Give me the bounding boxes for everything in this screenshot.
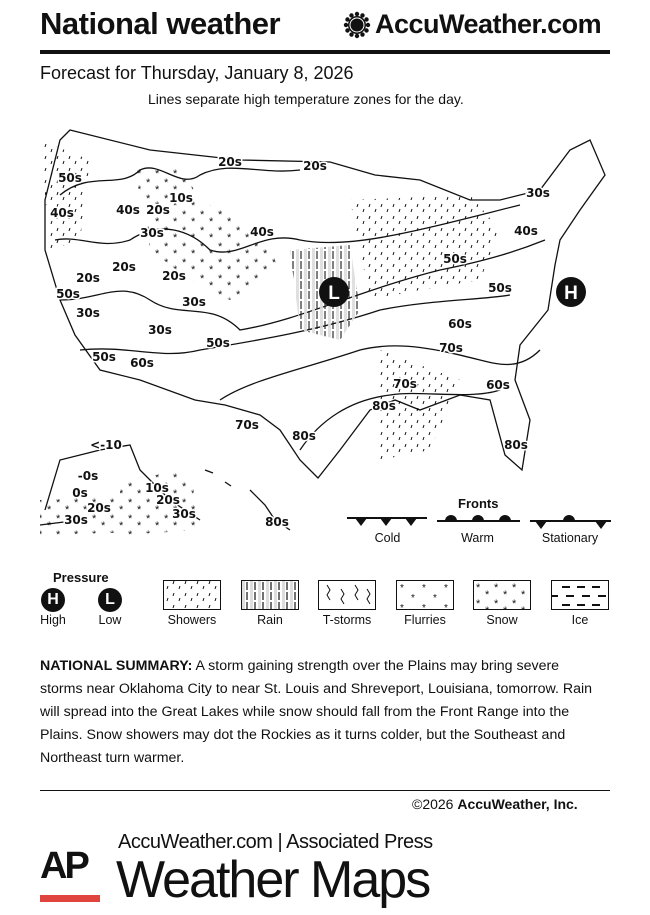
- legend-ice: Ice: [571, 613, 589, 627]
- temperature-label: 20s: [112, 260, 136, 274]
- tstorms-swatch: [318, 580, 376, 610]
- temperature-label: 40s: [514, 224, 538, 238]
- pressure-title: Pressure: [53, 570, 109, 585]
- temperature-label: 80s: [265, 515, 289, 529]
- temperature-label: 40s: [116, 203, 140, 217]
- cold-front-symbol: [347, 518, 427, 526]
- temperature-label: 70s: [235, 418, 259, 432]
- svg-text:*: *: [400, 603, 404, 610]
- rain-swatch: [241, 580, 299, 610]
- high-pressure-symbol: [556, 277, 586, 307]
- brand-text: AccuWeather.com: [375, 9, 602, 39]
- temperature-label: 50s: [92, 350, 116, 364]
- showers-swatch: [163, 580, 221, 610]
- temperature-label: 30s: [76, 306, 100, 320]
- temperature-label: 80s: [504, 438, 528, 452]
- temperature-label: 50s: [56, 287, 80, 301]
- ap-logo-bar: [40, 895, 100, 902]
- svg-text:*: *: [444, 603, 448, 610]
- temperature-label: 60s: [448, 317, 472, 331]
- temperature-label: 80s: [372, 399, 396, 413]
- temperature-label: 30s: [172, 507, 196, 521]
- svg-text:*: *: [422, 583, 426, 594]
- showers-area: [40, 140, 500, 460]
- temperature-label: -0s: [77, 469, 99, 483]
- low-pressure-symbol: [319, 277, 349, 307]
- temperature-label: 60s: [130, 356, 154, 370]
- legend-cold: Cold: [374, 531, 401, 545]
- legend-tstorms: T-storms: [322, 613, 372, 627]
- summary-label: NATIONAL SUMMARY:: [40, 658, 193, 674]
- temperature-label: 0s: [72, 486, 88, 500]
- temperature-label: 20s: [76, 271, 100, 285]
- legend-flurries: Flurries: [404, 613, 446, 627]
- header-rule: [40, 50, 610, 54]
- footer-product: Weather Maps: [116, 851, 430, 909]
- svg-text:L: L: [328, 283, 340, 304]
- temperature-label: 30s: [140, 226, 164, 240]
- temperature-label: 20s: [218, 155, 242, 169]
- temperature-label: 20s: [303, 159, 327, 173]
- temperature-label: 40s: [250, 225, 274, 239]
- flurries-swatch: [396, 580, 454, 610]
- legend-low: Low: [98, 613, 122, 627]
- legend-showers: Showers: [167, 613, 217, 627]
- legend-rain: Rain: [257, 613, 283, 627]
- fronts-title: Fronts: [458, 496, 499, 511]
- temperature-label: 60s: [486, 378, 510, 392]
- temperature-label: 30s: [526, 186, 550, 200]
- temperature-label: 50s: [206, 336, 230, 350]
- temperature-label: <-10: [90, 438, 122, 452]
- svg-text:*: *: [433, 593, 437, 604]
- warm-front-symbol: [437, 515, 520, 521]
- temperature-label: 50s: [443, 252, 467, 266]
- temperature-label: 50s: [58, 171, 82, 185]
- temperature-label: 20s: [146, 203, 170, 217]
- low-pressure-icon: L: [98, 588, 122, 612]
- legend-stationary: Stationary: [541, 531, 599, 545]
- temperature-label: 50s: [488, 281, 512, 295]
- legend-snow: Snow: [486, 613, 518, 627]
- temperature-label: 20s: [87, 501, 111, 515]
- temperature-label: 10s: [145, 481, 169, 495]
- svg-text:*: *: [444, 583, 448, 594]
- temperature-label: 10s: [169, 191, 193, 205]
- fronts-legend-symbols: [345, 512, 615, 532]
- temperature-label: 30s: [64, 513, 88, 527]
- page-title: National weather: [40, 6, 281, 41]
- ap-logo: AP: [40, 845, 87, 887]
- snow-swatch: [473, 580, 531, 610]
- svg-text:*: *: [400, 583, 404, 594]
- footer-rule: [40, 790, 610, 791]
- sun-icon: [343, 11, 371, 39]
- temperature-label: 20s: [156, 493, 180, 507]
- national-summary: [40, 655, 605, 770]
- forecast-date: Forecast for Thursday, January 8, 2026: [40, 63, 354, 83]
- temperature-label: 40s: [50, 206, 74, 220]
- copyright-year: ©2026: [412, 796, 458, 812]
- svg-text:*: *: [411, 593, 415, 604]
- weather-map: [36, 110, 616, 540]
- temperature-label: 30s: [182, 295, 206, 309]
- footer-partners: AccuWeather.com | Associated Press: [118, 831, 433, 853]
- ice-swatch: [551, 580, 609, 610]
- summary-text: A storm gaining strength over the Plains may bring severe storms near Oklahoma City to near St. Louis and Shreveport, Louisiana, tomorrow. Rain will spread into the Great Lakes while snow should fall from the Front Range into the Plains. Snow showers may dot the Rockies as it turns colder, but the Southeast and Northeast turn warmer.: [40, 658, 593, 766]
- temperature-label: 30s: [148, 323, 172, 337]
- accuweather-brand: [343, 9, 601, 40]
- high-pressure-icon: H: [41, 588, 65, 612]
- temperature-label: 70s: [393, 377, 417, 391]
- map-subtitle: Lines separate high temperature zones for the day.: [148, 91, 464, 107]
- copyright-owner: AccuWeather, Inc.: [457, 796, 578, 812]
- svg-text:H: H: [564, 283, 578, 304]
- temperature-label: 80s: [292, 429, 316, 443]
- legend-high: High: [40, 613, 66, 627]
- svg-text:*: *: [422, 603, 426, 610]
- stationary-front-symbol: [530, 515, 611, 529]
- temperature-label: 20s: [162, 269, 186, 283]
- temperature-label: 70s: [439, 341, 463, 355]
- copyright: [412, 796, 578, 812]
- legend-warm: Warm: [461, 531, 494, 545]
